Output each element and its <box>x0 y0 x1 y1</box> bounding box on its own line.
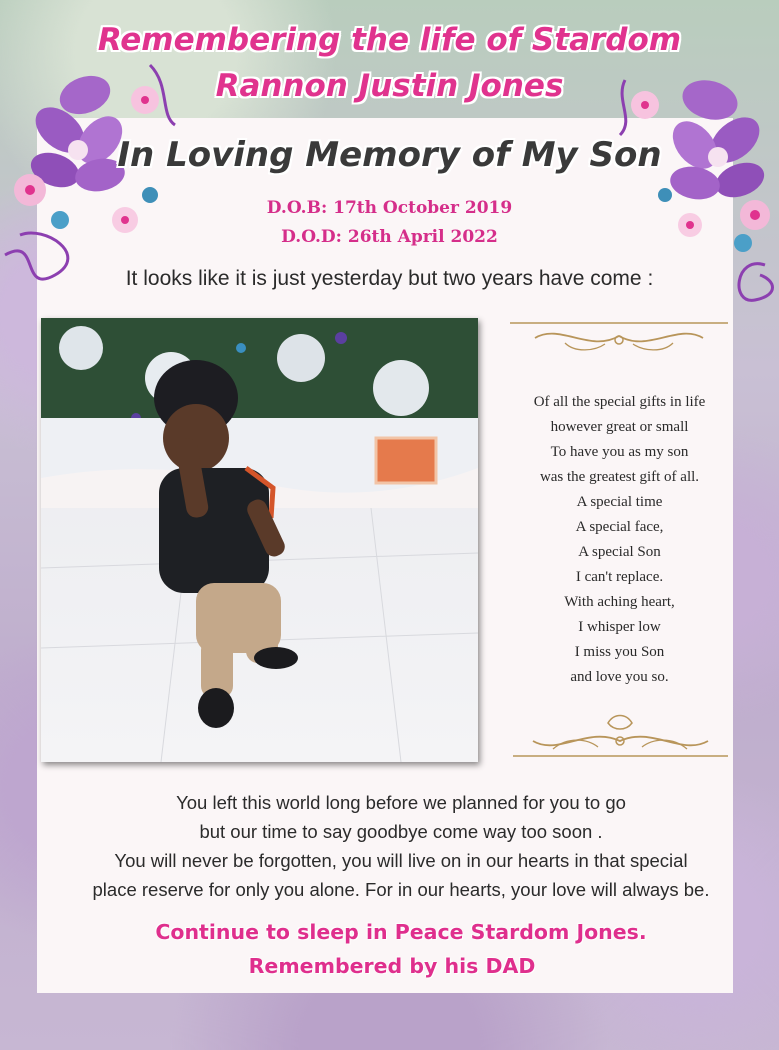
closing-line: place reserve for only you alone. For in our hearts, your love will always be. <box>92 879 710 900</box>
poem-line: A special Son <box>578 544 661 560</box>
title-line-2: Rannon Justin Jones <box>215 68 564 104</box>
date-of-birth: D.O.B: 17th October 2019 <box>266 198 513 218</box>
poem-line: I whisper low <box>578 619 661 635</box>
poem-line: To have you as my son <box>550 444 689 460</box>
poem-line: Of all the special gifts in life <box>533 394 706 410</box>
child-photo-icon <box>41 318 478 762</box>
bottom-flourish-icon <box>508 711 733 761</box>
child-photo <box>41 318 478 762</box>
rest-in-peace-line: Continue to sleep in Peace Stardom Jones. <box>155 920 647 944</box>
poem-line: A special face, <box>575 519 664 535</box>
poem-line: With aching heart, <box>564 594 675 610</box>
poem-line: I can't replace. <box>575 569 664 585</box>
closing-line: You will never be forgotten, you will live on in our hearts in that special <box>114 850 688 871</box>
poem-line: A special time <box>576 494 663 510</box>
closing-message <box>50 788 752 904</box>
poem-line: however great or small <box>550 419 689 435</box>
intro-text: It looks like it is just yesterday but two years have come : <box>125 267 654 290</box>
remembered-by-line: Remembered by his DAD <box>248 954 536 978</box>
poem-line: was the greatest gift of all. <box>539 469 700 485</box>
title-line-1: Remembering the life of Stardom <box>97 22 682 58</box>
closing-line: You left this world long before we planned for you to go <box>176 792 626 813</box>
poem-line: and love you so. <box>570 669 669 685</box>
closing-line: but our time to say goodbye come way too soon . <box>199 821 603 842</box>
memorial-subtitle: In Loving Memory of My Son <box>117 135 662 175</box>
poem-line: I miss you Son <box>574 644 665 660</box>
date-of-death: D.O.D: 26th April 2022 <box>281 227 498 247</box>
top-flourish-icon <box>505 318 733 358</box>
poem <box>492 390 747 690</box>
